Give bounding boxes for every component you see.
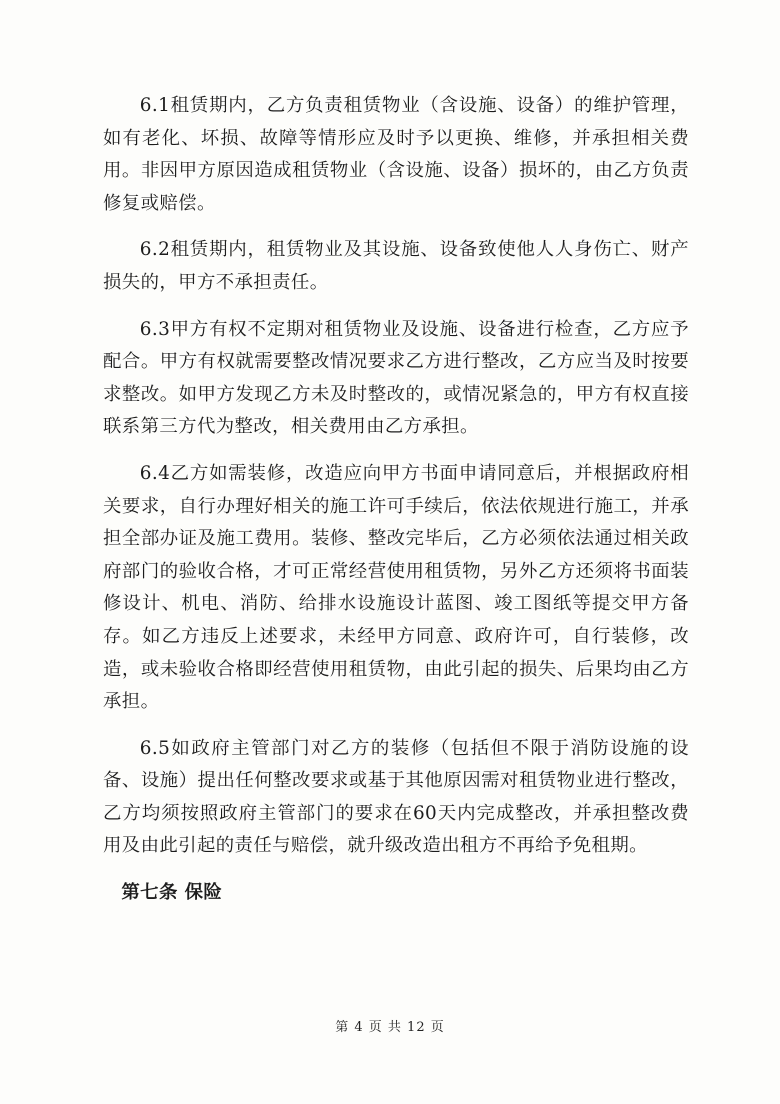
clause-6-5: 6.5如政府主管部门对乙方的装修（包括但不限于消防设施的设备、设施）提出任何整改要求或基于其他原因需对租赁物业进行整改，乙方均须按照政府主管部门的要求在60天内完成整改，并承担整改费用及由此引起的责任与赔偿，就升级改造出租方不再给予免租期。: [103, 737, 689, 857]
section-heading: 第七条 保险: [121, 882, 223, 904]
clause-6-2: 6.2租赁期内，租赁物业及其设施、设备致使他人人身伤亡、财产损失的，甲方不承担责任。: [103, 239, 689, 293]
clause-6-1: 6.1租赁期内，乙方负责租赁物业（含设施、设备）的维护管理，如有老化、坏损、故障等情形应及时予以更换、维修，并承担相关费用。非因甲方原因造成租赁物业（含设施、设备）损坏的，由乙方负责修复或赔偿。: [103, 95, 689, 214]
clause-6-4: 6.4乙方如需装修，改造应向甲方书面申请同意后，并根据政府相关要求，自行办理好相关的施工许可手续后，依法依规进行施工，并承担全部办证及施工费用。装修、整改完毕后，乙方必须依法通过相关政府部门的验收合格，才可正常经营使用租赁物，另外乙方还须将书面装修设计、机电、消防、给排水设施设计蓝图、竣工图纸等提交甲方备存。如乙方违反上述要求，未经甲方同意、政府许可，自行装修，改造，或未验收合格即经营使用租赁物，由此引起的损失、后果均由乙方承担。: [103, 462, 689, 713]
clause-6-3: 6.3甲方有权不定期对租赁物业及设施、设备进行检查，乙方应予配合。甲方有权就需要整改情况要求乙方进行整改，乙方应当及时按要求整改。如甲方发现乙方未及时整改的，或情况紧急的，甲方有权直接联系第三方代为整改，相关费用由乙方承担。: [103, 318, 689, 438]
document-body: [103, 90, 689, 909]
page-footer: 第 4 页 共 12 页: [335, 1020, 445, 1035]
